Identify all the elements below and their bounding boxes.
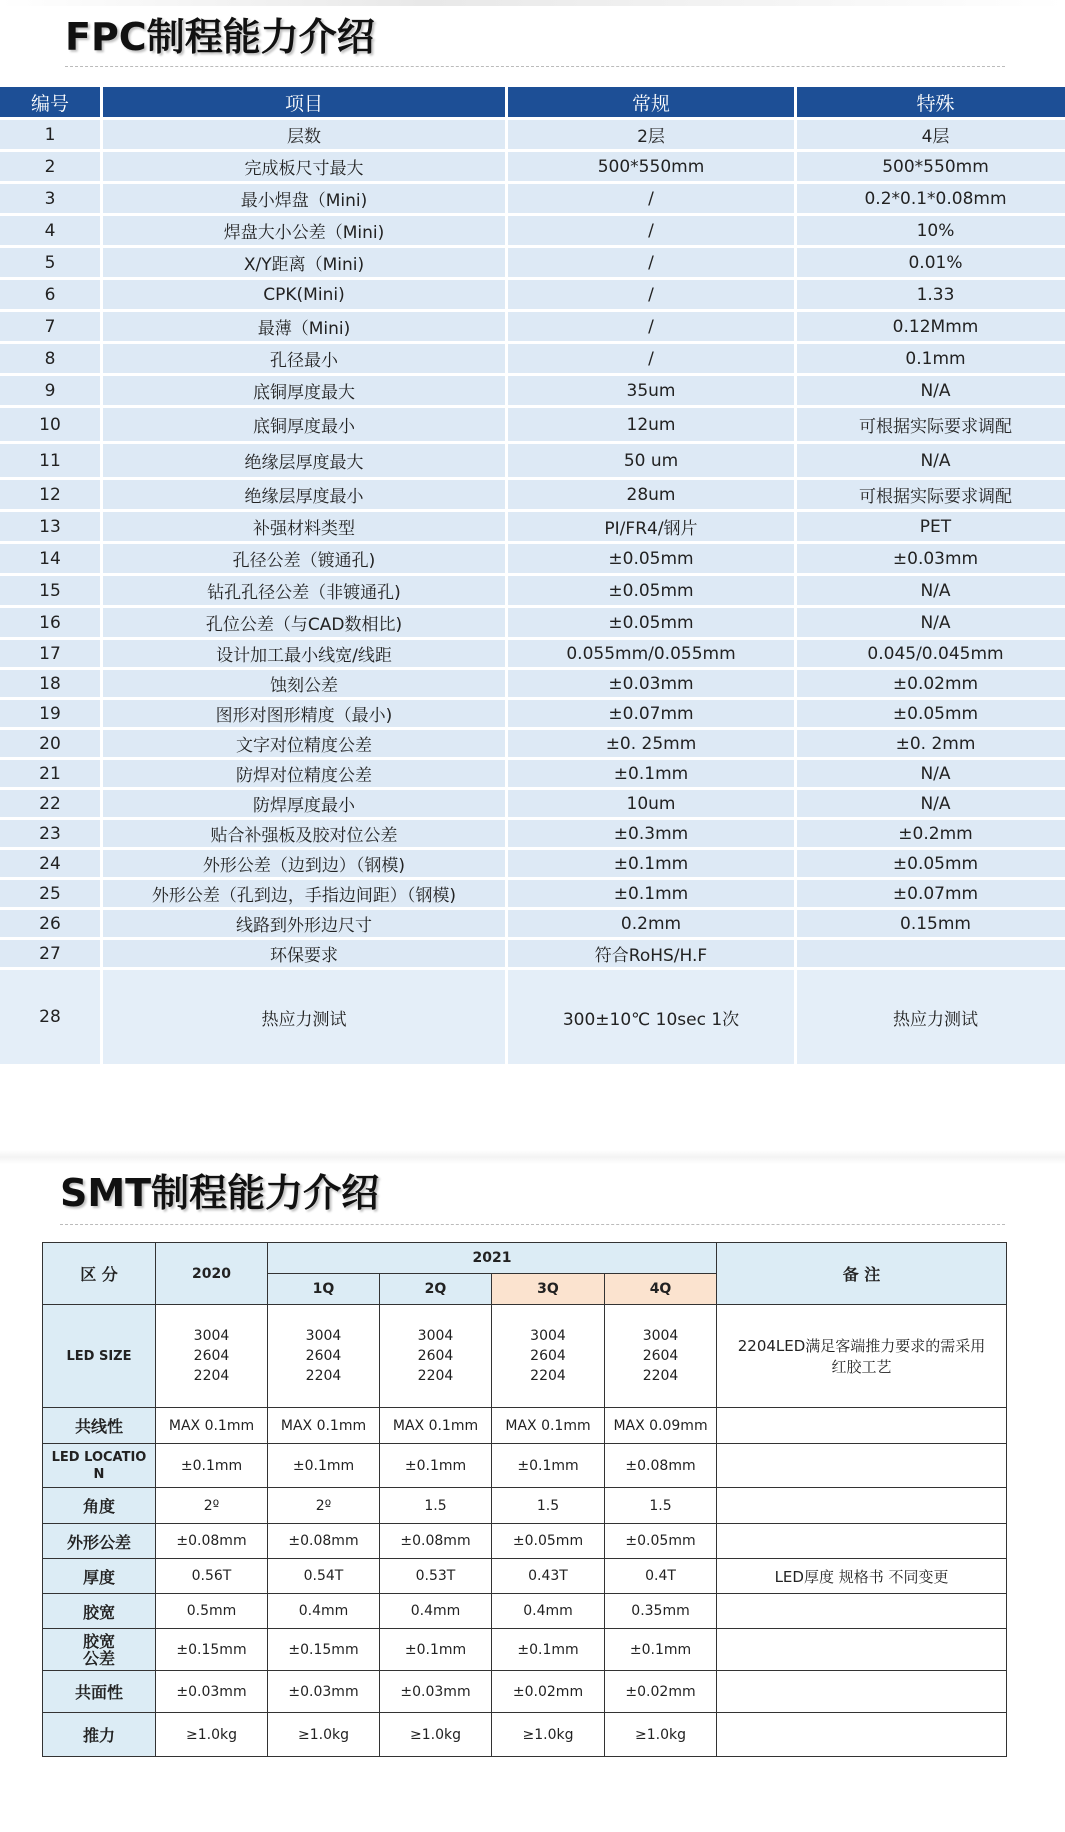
row-value: 0.5mm — [156, 1594, 268, 1629]
row-value: ±0.08mm — [156, 1524, 268, 1559]
fpc-title-divider — [65, 66, 1005, 67]
row-special: N/A — [797, 608, 1065, 637]
row-no: 3 — [0, 184, 100, 213]
row-normal: 500*550mm — [508, 152, 794, 181]
row-value: 3004 2604 2204 — [492, 1305, 605, 1408]
header-q1: 1Q — [268, 1274, 380, 1305]
row-normal: 符合RoHS/H.F — [508, 940, 794, 967]
header-no: 编号 — [0, 87, 100, 117]
row-no: 7 — [0, 312, 100, 341]
row-value: ±0.08mm — [605, 1444, 717, 1488]
row-item: 孔径最小 — [103, 344, 505, 373]
row-value: ≥1.0kg — [492, 1713, 605, 1757]
smt-header-row-1 — [43, 1243, 1007, 1274]
table-row — [0, 480, 1065, 509]
row-special: 0.045/0.045mm — [797, 640, 1065, 667]
table-row — [43, 1488, 1007, 1524]
row-remark — [717, 1713, 1007, 1757]
table-row — [0, 344, 1065, 373]
row-value: MAX 0.1mm — [268, 1408, 380, 1444]
header-category: 区 分 — [43, 1243, 156, 1305]
row-value: ±0.1mm — [380, 1629, 492, 1671]
row-value: ±0.02mm — [605, 1671, 717, 1713]
table-row — [0, 576, 1065, 605]
row-value: 2º — [268, 1488, 380, 1524]
table-row — [0, 312, 1065, 341]
table-row — [0, 700, 1065, 727]
row-no: 12 — [0, 480, 100, 509]
fpc-capability-table — [0, 84, 1065, 1067]
row-normal: / — [508, 216, 794, 245]
table-row — [0, 940, 1065, 967]
row-special: 可根据实际要求调配 — [797, 480, 1065, 509]
row-item: 蚀刻公差 — [103, 670, 505, 697]
row-normal: 0.2mm — [508, 910, 794, 937]
table-row — [0, 544, 1065, 573]
row-normal: 35um — [508, 376, 794, 405]
row-value: 0.43T — [492, 1559, 605, 1594]
row-special: 0.12Mmm — [797, 312, 1065, 341]
row-value: ±0.15mm — [268, 1629, 380, 1671]
row-value: 0.54T — [268, 1559, 380, 1594]
row-label: 推力 — [43, 1713, 156, 1757]
row-label: 胶宽 — [43, 1594, 156, 1629]
row-item: 补强材料类型 — [103, 512, 505, 541]
table-row — [0, 730, 1065, 757]
row-item: 文字对位精度公差 — [103, 730, 505, 757]
table-row — [0, 850, 1065, 877]
row-remark — [717, 1629, 1007, 1671]
row-no: 11 — [0, 444, 100, 477]
row-item: 环保要求 — [103, 940, 505, 967]
header-q4: 4Q — [605, 1274, 717, 1305]
row-value: 0.56T — [156, 1559, 268, 1594]
smt-title-divider — [60, 1224, 1005, 1225]
row-no: 15 — [0, 576, 100, 605]
row-item: 焊盘大小公差（Mini) — [103, 216, 505, 245]
table-row — [43, 1408, 1007, 1444]
row-no: 22 — [0, 790, 100, 817]
row-normal: / — [508, 184, 794, 213]
row-normal: / — [508, 280, 794, 309]
row-value: ±0.03mm — [380, 1671, 492, 1713]
row-no: 23 — [0, 820, 100, 847]
row-special: 0.01% — [797, 248, 1065, 277]
row-value: ±0.1mm — [156, 1444, 268, 1488]
row-item: CPK(Mini) — [103, 280, 505, 309]
row-special: ±0. 2mm — [797, 730, 1065, 757]
row-no: 21 — [0, 760, 100, 787]
row-special: ±0.07mm — [797, 880, 1065, 907]
row-item: 孔径公差（镀通孔) — [103, 544, 505, 573]
row-item: X/Y距离（Mini) — [103, 248, 505, 277]
row-value: 0.4mm — [492, 1594, 605, 1629]
row-value: 1.5 — [492, 1488, 605, 1524]
row-special: 可根据实际要求调配 — [797, 408, 1065, 441]
row-value: MAX 0.09mm — [605, 1408, 717, 1444]
row-value: ±0.02mm — [492, 1671, 605, 1713]
header-item: 项目 — [103, 87, 505, 117]
row-no: 13 — [0, 512, 100, 541]
table-row — [0, 184, 1065, 213]
row-item: 最薄（Mini) — [103, 312, 505, 341]
table-row — [43, 1713, 1007, 1757]
row-value: ±0.05mm — [492, 1524, 605, 1559]
row-label: 共线性 — [43, 1408, 156, 1444]
row-item: 最小焊盘（Mini) — [103, 184, 505, 213]
row-normal: 50 um — [508, 444, 794, 477]
table-row — [43, 1594, 1007, 1629]
row-item: 图形对图形精度（最小) — [103, 700, 505, 727]
table-row — [0, 608, 1065, 637]
row-no: 17 — [0, 640, 100, 667]
row-item: 完成板尺寸最大 — [103, 152, 505, 181]
row-item: 外形公差（孔到边，手指边间距）（钢模) — [103, 880, 505, 907]
row-remark — [717, 1444, 1007, 1488]
row-value: ±0.08mm — [380, 1524, 492, 1559]
row-no: 9 — [0, 376, 100, 405]
row-normal: 0.055mm/0.055mm — [508, 640, 794, 667]
row-item: 防焊厚度最小 — [103, 790, 505, 817]
row-value: 3004 2604 2204 — [156, 1305, 268, 1408]
row-normal: ±0.3mm — [508, 820, 794, 847]
row-special: 0.1mm — [797, 344, 1065, 373]
table-row — [43, 1444, 1007, 1488]
row-value: ≥1.0kg — [156, 1713, 268, 1757]
table-row — [43, 1559, 1007, 1594]
row-special: N/A — [797, 444, 1065, 477]
row-normal: ±0.05mm — [508, 576, 794, 605]
table-row — [0, 120, 1065, 149]
row-normal: 300±10℃ 10sec 1次 — [508, 970, 794, 1064]
row-normal: ±0.1mm — [508, 760, 794, 787]
row-label: LED LOCATION — [43, 1444, 156, 1488]
table-row — [0, 640, 1065, 667]
row-normal: 28um — [508, 480, 794, 509]
header-2021: 2021 — [268, 1243, 717, 1274]
row-special: N/A — [797, 790, 1065, 817]
table-row — [0, 152, 1065, 181]
row-special: ±0.02mm — [797, 670, 1065, 697]
fpc-section-title: FPC制程能力介绍 — [65, 15, 375, 59]
table-row — [0, 280, 1065, 309]
table-row — [43, 1305, 1007, 1408]
row-remark: LED厚度 规格书 不同变更 — [717, 1559, 1007, 1594]
row-remark — [717, 1488, 1007, 1524]
row-special: 500*550mm — [797, 152, 1065, 181]
table-row — [0, 216, 1065, 245]
header-2020: 2020 — [156, 1243, 268, 1305]
row-normal: ±0.1mm — [508, 880, 794, 907]
table-row — [0, 760, 1065, 787]
row-value: ±0.03mm — [268, 1671, 380, 1713]
row-item: 外形公差（边到边）（钢模) — [103, 850, 505, 877]
smt-section-title: SMT制程能力介绍 — [60, 1171, 380, 1215]
row-item: 线路到外形边尺寸 — [103, 910, 505, 937]
row-item: 设计加工最小线宽/线距 — [103, 640, 505, 667]
table-row — [0, 408, 1065, 441]
row-item: 孔位公差（与CAD数相比) — [103, 608, 505, 637]
row-special: ±0.05mm — [797, 850, 1065, 877]
row-value: ±0.08mm — [268, 1524, 380, 1559]
row-no: 24 — [0, 850, 100, 877]
row-special: ±0.05mm — [797, 700, 1065, 727]
table-row — [43, 1671, 1007, 1713]
row-no: 20 — [0, 730, 100, 757]
row-special: 10% — [797, 216, 1065, 245]
table-row — [43, 1524, 1007, 1559]
table-row — [0, 512, 1065, 541]
row-remark: 2204LED满足客端推力要求的需采用红胶工艺 — [717, 1305, 1007, 1408]
row-value: 0.4mm — [268, 1594, 380, 1629]
table-row — [0, 820, 1065, 847]
row-item: 防焊对位精度公差 — [103, 760, 505, 787]
row-label: 厚度 — [43, 1559, 156, 1594]
table-row — [0, 248, 1065, 277]
row-no: 26 — [0, 910, 100, 937]
header-remark: 备 注 — [717, 1243, 1007, 1305]
row-value: 0.4T — [605, 1559, 717, 1594]
row-no: 2 — [0, 152, 100, 181]
row-special: 热应力测试 — [797, 970, 1065, 1064]
table-row — [0, 910, 1065, 937]
row-special — [797, 940, 1065, 967]
row-special: N/A — [797, 376, 1065, 405]
row-special: N/A — [797, 760, 1065, 787]
row-value: 3004 2604 2204 — [380, 1305, 492, 1408]
row-value: 3004 2604 2204 — [605, 1305, 717, 1408]
row-no: 5 — [0, 248, 100, 277]
row-value: ±0.1mm — [492, 1444, 605, 1488]
row-normal: ±0.07mm — [508, 700, 794, 727]
row-value: ≥1.0kg — [268, 1713, 380, 1757]
row-value: ±0.03mm — [156, 1671, 268, 1713]
row-value: 1.5 — [380, 1488, 492, 1524]
row-label: 外形公差 — [43, 1524, 156, 1559]
table-row — [0, 970, 1065, 1064]
row-value: ±0.1mm — [605, 1629, 717, 1671]
table-row — [0, 444, 1065, 477]
row-value: ±0.05mm — [605, 1524, 717, 1559]
row-no: 28 — [0, 970, 100, 1064]
row-label: 胶宽公差 — [43, 1629, 156, 1671]
row-no: 25 — [0, 880, 100, 907]
row-value: 1.5 — [605, 1488, 717, 1524]
row-item: 层数 — [103, 120, 505, 149]
header-special: 特殊 — [797, 87, 1065, 117]
row-value: MAX 0.1mm — [156, 1408, 268, 1444]
row-special: N/A — [797, 576, 1065, 605]
row-normal: / — [508, 248, 794, 277]
fpc-header-row — [0, 87, 1065, 117]
row-no: 19 — [0, 700, 100, 727]
row-special: PET — [797, 512, 1065, 541]
row-item: 底铜厚度最大 — [103, 376, 505, 405]
row-no: 8 — [0, 344, 100, 373]
row-normal: 10um — [508, 790, 794, 817]
row-no: 16 — [0, 608, 100, 637]
row-normal: ±0.1mm — [508, 850, 794, 877]
row-special: 0.15mm — [797, 910, 1065, 937]
row-item: 底铜厚度最小 — [103, 408, 505, 441]
row-normal: / — [508, 344, 794, 373]
table-row — [0, 790, 1065, 817]
header-normal: 常规 — [508, 87, 794, 117]
row-remark — [717, 1524, 1007, 1559]
row-value: MAX 0.1mm — [380, 1408, 492, 1444]
smt-capability-table — [42, 1242, 1007, 1757]
table-row — [0, 880, 1065, 907]
row-value: ±0.1mm — [380, 1444, 492, 1488]
row-no: 10 — [0, 408, 100, 441]
row-normal: ±0.05mm — [508, 608, 794, 637]
row-label: 共面性 — [43, 1671, 156, 1713]
row-no: 1 — [0, 120, 100, 149]
row-normal: PI/FR4/钢片 — [508, 512, 794, 541]
row-item: 绝缘层厚度最大 — [103, 444, 505, 477]
row-item: 钻孔孔径公差（非镀通孔) — [103, 576, 505, 605]
row-normal: 2层 — [508, 120, 794, 149]
row-label: 角度 — [43, 1488, 156, 1524]
row-remark — [717, 1594, 1007, 1629]
row-item: 贴合补强板及胶对位公差 — [103, 820, 505, 847]
row-value: 0.53T — [380, 1559, 492, 1594]
row-value: 0.4mm — [380, 1594, 492, 1629]
row-value: 3004 2604 2204 — [268, 1305, 380, 1408]
row-no: 4 — [0, 216, 100, 245]
row-value: ≥1.0kg — [380, 1713, 492, 1757]
table-row — [43, 1629, 1007, 1671]
row-value: 0.35mm — [605, 1594, 717, 1629]
row-value: ≥1.0kg — [605, 1713, 717, 1757]
header-q2: 2Q — [380, 1274, 492, 1305]
row-special: ±0.2mm — [797, 820, 1065, 847]
row-remark — [717, 1408, 1007, 1444]
row-normal: ±0. 25mm — [508, 730, 794, 757]
row-normal: ±0.03mm — [508, 670, 794, 697]
row-item: 绝缘层厚度最小 — [103, 480, 505, 509]
table-row — [0, 376, 1065, 405]
row-special: 1.33 — [797, 280, 1065, 309]
row-item: 热应力测试 — [103, 970, 505, 1064]
row-no: 14 — [0, 544, 100, 573]
row-no: 27 — [0, 940, 100, 967]
row-normal: 12um — [508, 408, 794, 441]
row-value: ±0.1mm — [268, 1444, 380, 1488]
row-special: ±0.03mm — [797, 544, 1065, 573]
row-remark — [717, 1671, 1007, 1713]
row-value: 2º — [156, 1488, 268, 1524]
row-special: 0.2*0.1*0.08mm — [797, 184, 1065, 213]
row-value: ±0.1mm — [492, 1629, 605, 1671]
row-no: 6 — [0, 280, 100, 309]
row-value: ±0.15mm — [156, 1629, 268, 1671]
row-special: 4层 — [797, 120, 1065, 149]
table-row — [0, 670, 1065, 697]
row-value: MAX 0.1mm — [492, 1408, 605, 1444]
row-no: 18 — [0, 670, 100, 697]
header-q3: 3Q — [492, 1274, 605, 1305]
row-normal: ±0.05mm — [508, 544, 794, 573]
row-normal: / — [508, 312, 794, 341]
row-label: LED SIZE — [43, 1305, 156, 1408]
